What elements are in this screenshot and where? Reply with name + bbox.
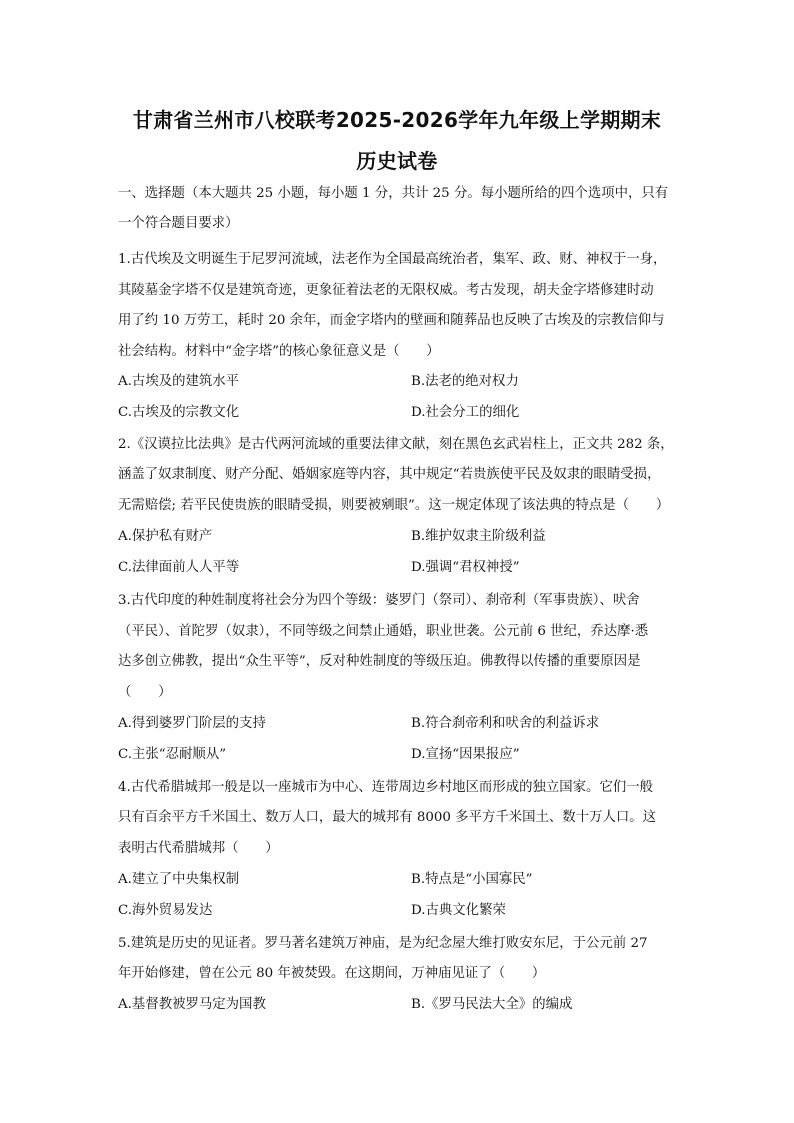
question-4-option-d: D.古典文化繁荣	[411, 903, 506, 918]
exam-title: 甘肃省兰州市八校联考2025-2026学年九年级上学期期末	[132, 108, 662, 132]
question-1-option-c: C.古埃及的宗教文化	[118, 405, 240, 420]
question-4-text: 4.古代希腊城邦一般是以一座城市为中心、连带周边乡村地区而形成的独立国家。它们一般	[118, 780, 654, 795]
question-3-text: 达多创立佛教，提出“众生平等”，反对种姓制度的等级压迫。佛教得以传播的重要原因是	[118, 654, 641, 669]
question-5-option-a: A.基督教被罗马定为国教	[118, 997, 266, 1012]
question-1-option-b: B.法老的绝对权力	[411, 374, 519, 389]
question-2-text: 涵盖了奴隶制度、财产分配、婚姻家庭等内容，其中规定“若贵族使平民及奴隶的眼睛受损，	[118, 467, 661, 482]
section-instructions: 一、选择题（本大题共 25 小题，每小题 1 分，共计 25 分。每小题所给的四个选项中，只有	[118, 186, 669, 201]
question-2-text: 无需赔偿; 若平民使贵族的眼睛受损，则要被剜眼”。这一规定体现了该法典的特点是（ ）	[118, 498, 670, 513]
question-5-text: 年开始修建，曾在公元 80 年被焚毁。在这期间，万神庙见证了（ ）	[118, 966, 546, 981]
question-5-text: 5.建筑是历史的见证者。罗马著名建筑万神庙，是为纪念屋大维打败安东尼，于公元前 27	[118, 936, 648, 951]
question-2-option-c: C.法律面前人人平等	[118, 560, 240, 575]
exam-subtitle: 历史试卷	[356, 149, 438, 173]
question-1-text: 1.古代埃及文明诞生于尼罗河流域，法老作为全国最高统治者，集军、政、财、神权于一身，	[118, 252, 667, 267]
question-2-option-a: A.保护私有财产	[118, 529, 213, 544]
question-4-text: 只有百余平方千米国土、数万人口，最大的城邦有 8000 多平方千米国土、数十万人口。这	[118, 810, 657, 825]
question-3-option-c: C.主张“忍耐顺从”	[118, 747, 227, 762]
question-4-option-c: C.海外贸易发达	[118, 903, 213, 918]
question-1-text: 社会结构。材料中“金字塔”的核心象征意义是（ ）	[118, 344, 440, 359]
question-3-option-a: A.得到婆罗门阶层的支持	[118, 716, 266, 731]
question-4-option-b: B.特点是“小国寡民”	[411, 872, 533, 887]
question-3-option-d: D.宣扬“因果报应”	[411, 747, 520, 762]
question-4-text: 表明古代希腊城邦（ ）	[118, 841, 279, 856]
question-3-option-b: B.符合刹帝利和吠舍的利益诉求	[411, 716, 600, 731]
question-2-text: 2.《汉谟拉比法典》是古代两河流域的重要法律文献，刻在黑色玄武岩柱上，正文共 282 条，	[118, 437, 674, 452]
question-1-option-a: A.古埃及的建筑水平	[118, 374, 240, 389]
question-5-option-b: B.《罗马民法大全》的编成	[411, 997, 573, 1012]
question-3-text: （ ）	[118, 685, 172, 700]
question-3-text: （平民）、首陀罗（奴隶），不同等级之间禁止通婚，职业世袭。公元前 6 世纪，乔达摩·悉	[118, 624, 649, 639]
question-3-text: 3.古代印度的种姓制度将社会分为四个等级：婆罗门（祭司）、刹帝利（军事贵族）、吠舍	[118, 593, 640, 608]
question-1-text: 用了约 10 万劳工，耗时 20 余年，而金字塔内的壁画和随葬品也反映了古埃及的宗教信仰与	[118, 313, 665, 328]
question-1-option-d: D.社会分工的细化	[411, 405, 520, 420]
question-2-option-b: B.维护奴隶主阶级利益	[411, 529, 546, 544]
question-1-text: 其陵墓金字塔不仅是建筑奇迹，更象征着法老的无限权威。考古发现，胡夫金字塔修建时动	[118, 283, 654, 298]
question-4-option-a: A.建立了中央集权制	[118, 872, 240, 887]
question-2-option-d: D.强调“君权神授”	[411, 560, 520, 575]
section-instructions: 一个符合题目要求）	[118, 216, 239, 231]
